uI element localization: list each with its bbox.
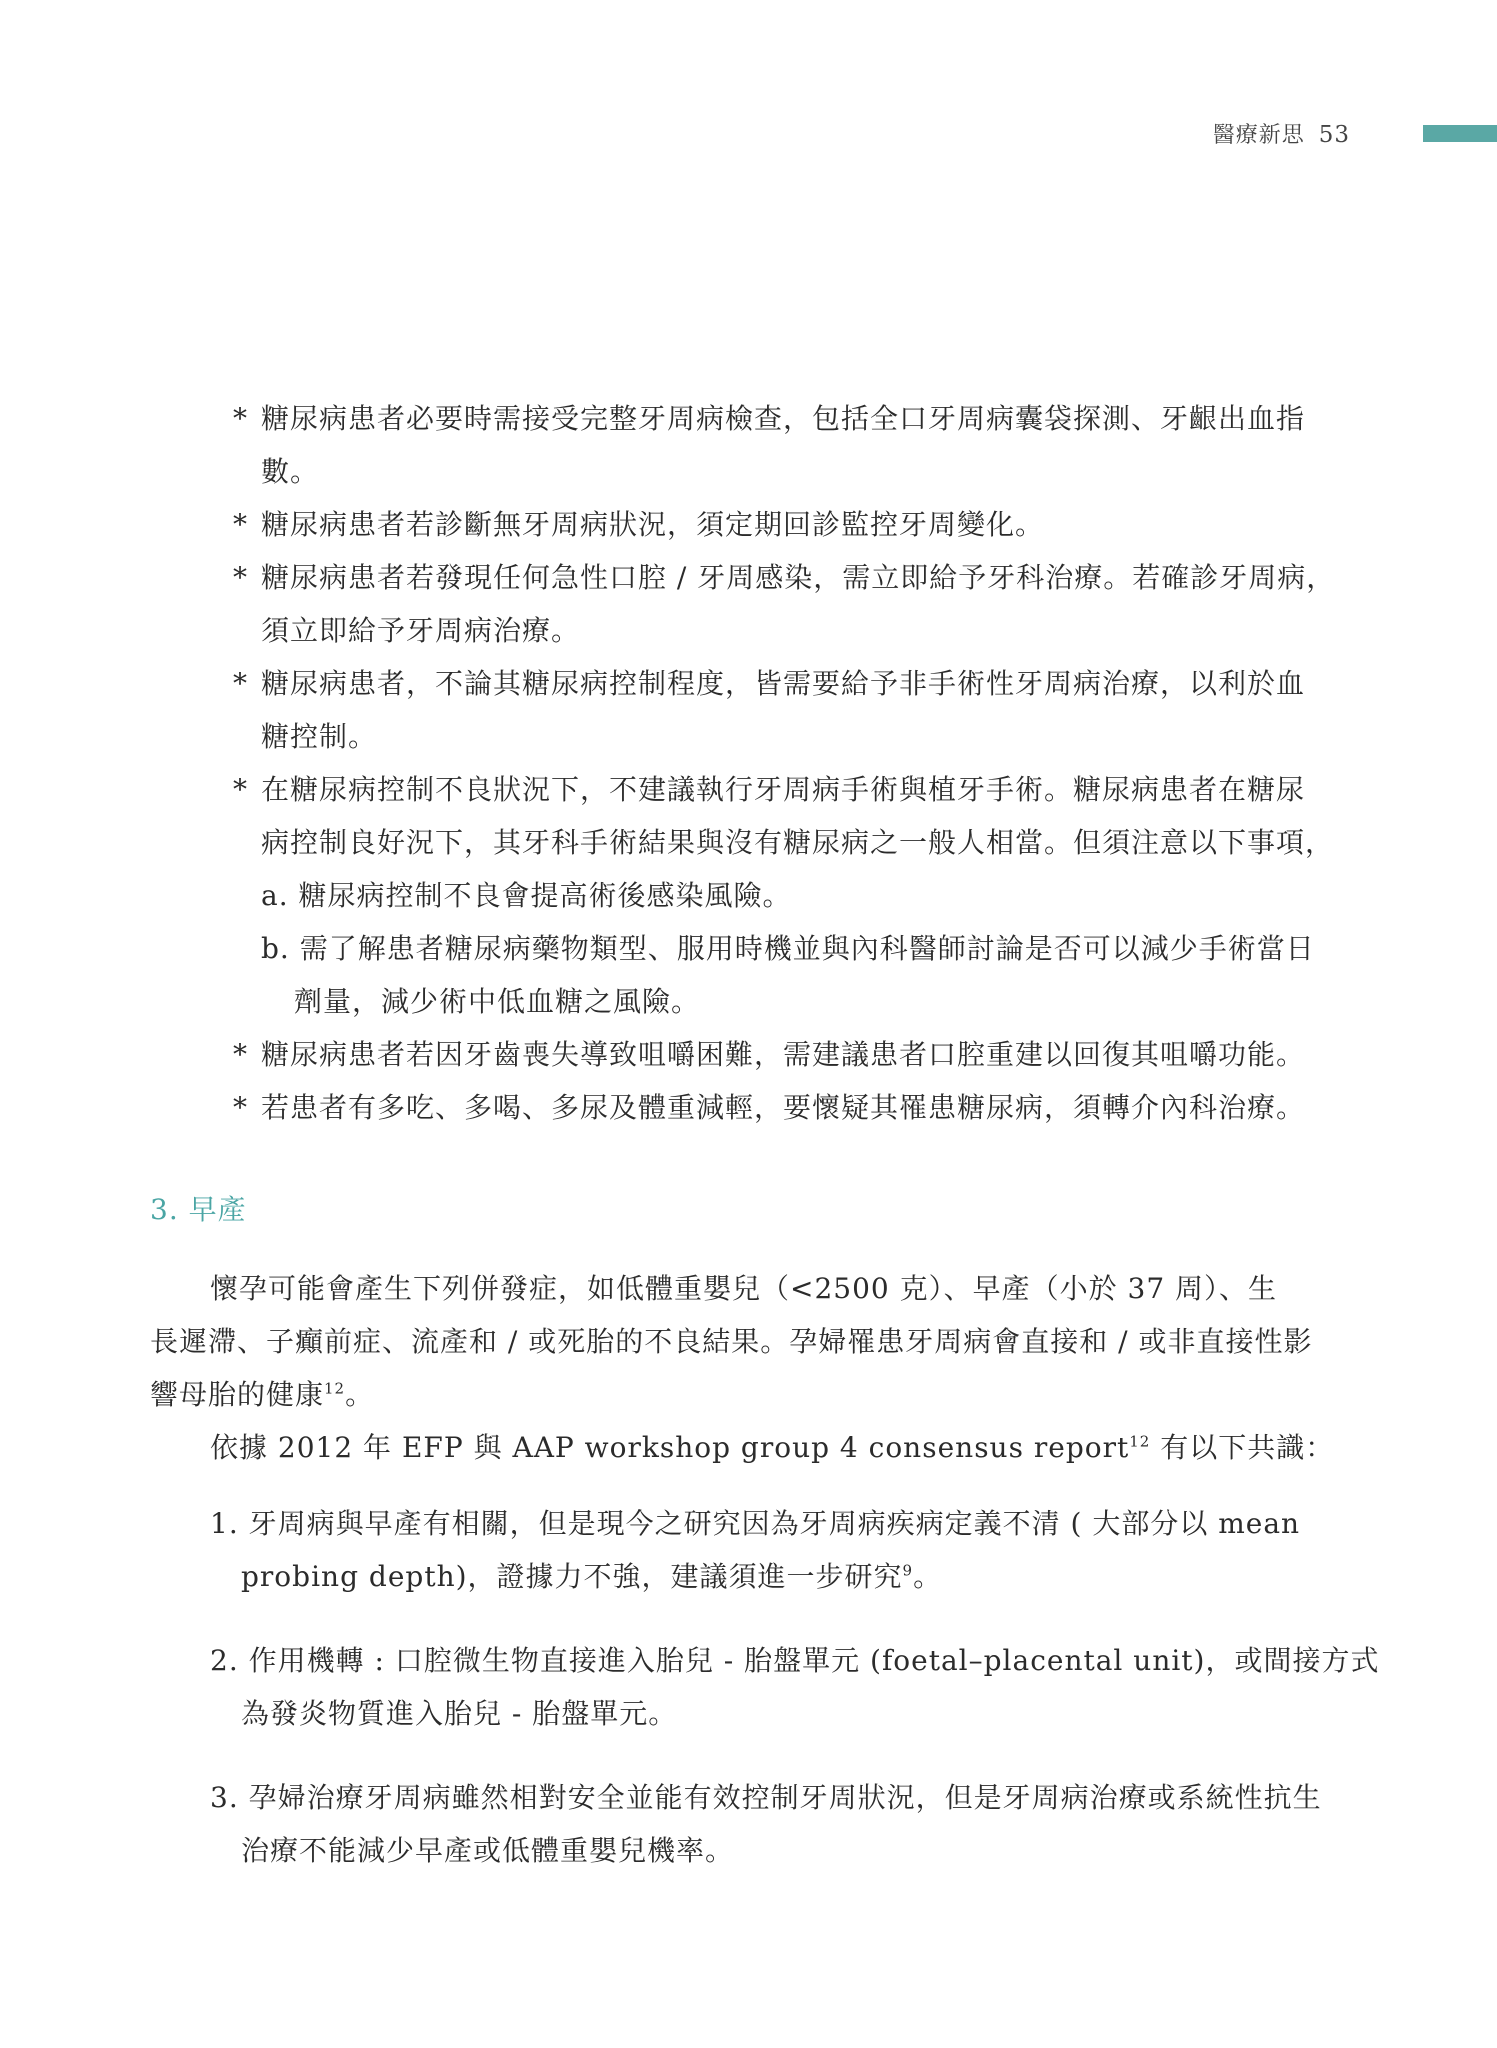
header-color-tab [1423, 125, 1497, 142]
running-header [1180, 118, 1350, 149]
sub-item: a. 糖尿病控制不良會提高術後感染風險。 [261, 879, 792, 912]
bullet-item: * 糖尿病患者若發現任何急性口腔 / 牙周感染，需立即給予牙科治療。若確診牙周病， 須立即給予牙周病治療。 [233, 561, 1336, 647]
numbered-item: 2. 作用機轉 : 口腔微生物直接進入胎兒 - 胎盤單元 (foetal–placental unit)，或間接方式 為發炎物質進入胎兒 - 胎盤單元。 [210, 1644, 1380, 1730]
sub-item: b. 需了解患者糖尿病藥物類型、服用時機並與內科醫師討論是否可以減少手術當日 劑量，減少術中低血糖之風險。 [261, 932, 1315, 1018]
page-number: 53 [1318, 122, 1350, 148]
section-title: 3. 早產 [150, 1193, 247, 1226]
bullet-item: * 糖尿病患者，不論其糖尿病控制程度，皆需要給予非手術性牙周病治療，以利於血 糖控制。 [233, 667, 1306, 753]
header-title: 醫療新思 [1212, 123, 1305, 148]
citation: 12 [324, 1379, 346, 1398]
bullet-item: * 糖尿病患者若診斷無牙周病狀況，須定期回診監控牙周變化。 [233, 508, 1045, 541]
numbered-item: 1. 牙周病與早產有相關，但是現今之研究因為牙周病疾病定義不清 ( 大部分以 mean probing depth)，證據力不強，建議須進一步研究$^9$。 [210, 1507, 1301, 1593]
bullet-item: * 若患者有多吃、多喝、多尿及體重減輕，要懷疑其罹患糖尿病，須轉介內科治療。 [233, 1091, 1306, 1124]
citation: 9 [902, 1561, 914, 1580]
paragraph: 懷孕可能會產生下列併發症，如低體重嬰兒（<2500 克）、早產（小於 37 周）、生 長遲滯、子癲前症、流產和 / 或死胎的不良結果。孕婦罹患牙周病會直接和 / 或非直接性影 響母胎的健康$^{12}$。 [150, 1272, 1313, 1411]
citation: 12 [1129, 1432, 1151, 1451]
paragraph: 依據 2012 年 EFP 與 AAP workshop group 4 consensus report$^{12}$ 有以下共識： [210, 1431, 1335, 1464]
bullet-item: * 在糖尿病控制不良狀況下，不建議執行牙周病手術與植牙手術。糖尿病患者在糖尿 病控制良好況下，其牙科手術結果與沒有糖尿病之一般人相當。但須注意以下事項， [233, 773, 1335, 859]
bullet-item: * 糖尿病患者必要時需接受完整牙周病檢查，包括全口牙周病囊袋探測、牙齦出血指 數。 [233, 402, 1306, 488]
numbered-item: 3. 孕婦治療牙周病雖然相對安全並能有效控制牙周狀況，但是牙周病治療或系統性抗生 治療不能減少早產或低體重嬰兒機率。 [210, 1781, 1322, 1867]
bullet-item: * 糖尿病患者若因牙齒喪失導致咀嚼困難，需建議患者口腔重建以回復其咀嚼功能。 [233, 1038, 1306, 1071]
